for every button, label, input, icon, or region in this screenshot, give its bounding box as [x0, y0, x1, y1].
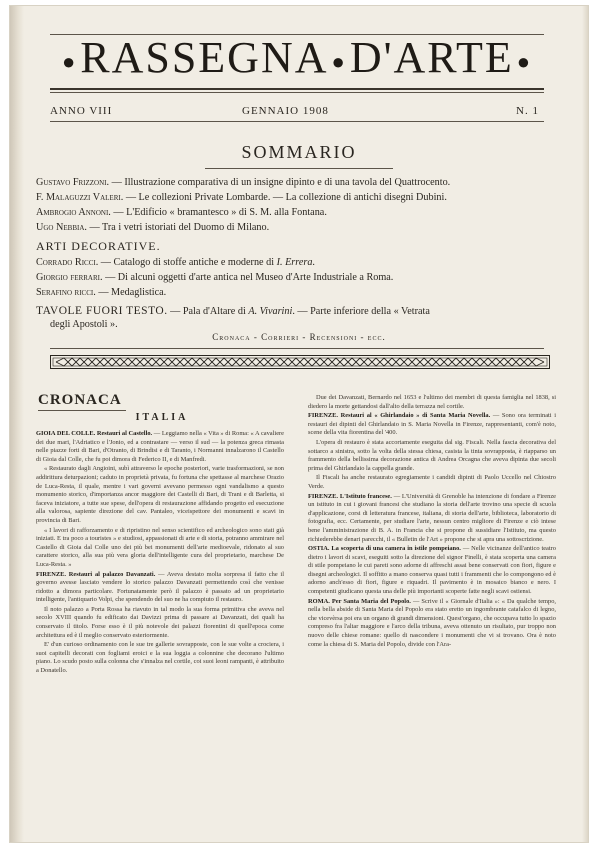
- article-paragraph: [36, 465, 284, 525]
- article-paragraph: [308, 545, 556, 597]
- sommario-author: Giorgio ferrari.: [36, 272, 103, 283]
- issue-date: GENNAIO 1908: [242, 105, 329, 117]
- book-spine-shadow: [10, 6, 24, 842]
- article-text: « I lavori di rafforzamento e di ripristino nel senso scientifico ed archeologico sono stati già iniziati. E tra poco a touristes » e studiosi, appassionati di arte e di storia, potranno ammirare nel Castello di Gioia dal Colle uno dei più bei monumenti dell'arte medioevale, ridonato al suo carattere storico, alla sua più vera gloria dell'intelligente cura del proprietario, marchese De Luca-Resta. »: [36, 526, 284, 568]
- masthead-dot-icon: ●: [331, 48, 347, 74]
- article-lead: GIOIA DEL COLLE. Restauri al Castello.: [36, 430, 153, 437]
- article-text: E' d'un curioso ordinamento con le sue tre gallerie sovrapposte, con le sue volte a crociera, i suoi capitelli decorati con fogliami eroici e la sua loggia a colonnine che decorano l'ultimo piano. Lo scudo posto sulla colonna che s'innalza nel cortile, coi suoi leoni rampanti, è attribuito a Donatello.: [36, 641, 284, 675]
- sommario-em: I. Errera: [276, 257, 313, 268]
- issue-year: ANNO VIII: [50, 105, 113, 117]
- sommario-author: F. Malaguzzi Valeri.: [36, 192, 124, 203]
- article-text: L'opera di restauro è stata accortamente eseguita dal sig. Fiscali. Nella fascia decorativa del sottarco a sinistra, sotto la volta della stessa chiesa, casista la tinta sovrapposta, è riapparso un frammento della bellissima decorazione antica di Andrea Orcagna che aveva dipinta due secoli prima del Ghirlandaio la cappella grande.: [308, 438, 556, 472]
- article-text: — L'Università di Grenoble ha intenzione di fondare a Firenze un istituto in cui i giovani francesi che studiano la storia dell'arte trovino una specie di scuola d'applicazione, corsi di letteratura francese, italiana, di storia dell'arte, biblioteca, laboratorio di fotografia, ecc. Certamente, per studiare l'arte, nessun centro migliore di Firenze e ciò intese bene l'amministrazione di B. A. in Francia che si propone di sussidiare l'Istituto, ma questo richiederebbe denari parecchi, il « Bulletin de l'Art » propone che si apra una sottoscrizione.: [308, 492, 556, 543]
- sommario-underline: [205, 168, 393, 169]
- sommario-text: — Catalogo di stoffe antiche e moderne di: [98, 257, 277, 268]
- article-paragraph: [308, 412, 556, 438]
- issue-rule: [50, 121, 544, 122]
- sommario-text: — L'Edificio « bramantesco » di S. M. alla Fontana.: [110, 207, 327, 218]
- journal-page: [10, 6, 588, 842]
- issue-number: N. 1: [516, 105, 539, 117]
- article-text: — Scrive il « Giornale d'Italia »: « Da qualche tempo, nella bella abside di Santa Maria del Popolo era stato eretto un ingombrante catafalco di legno, che vicevèrsa poi era un organo di grandi dimensioni. Quest'organo, che occupava tutto lo spazio compreso fra l'altar maggiore e l'arco della tribuna, aveva ottenuto un risultato, pur troppo non nuovo delle chiese romane: quello di nascondere i monumenti che vi si trovano. Ora è noto come la chiesa di S. Maria del Popolo, divide con l'Ara-: [308, 597, 556, 648]
- sommario-item: [36, 206, 327, 220]
- arti-decorative-heading: ARTI DECORATIVE.: [36, 239, 161, 253]
- cronaca-right-column: [308, 394, 556, 650]
- italia-heading: ITALIA: [135, 412, 189, 423]
- article-paragraph: [36, 606, 284, 640]
- article-text: — Sono ora terminati i restauri dei dipinti del Ghirlandaio in S. Maria Novella in Firenze, rappresentanti, com'è noto, scene della vita fiorentina del '400.: [308, 412, 557, 437]
- article-text: Due dei Davanzati, Bernardo nel 1653 e l'ultimo dei membri di questa famiglia nel 1838, si diedero la morte gettandosi dall'alto della terrazza nel cortile.: [308, 394, 556, 410]
- page-edge-shadow: [582, 6, 588, 842]
- article-text: — Nelle vicinanze dell'antico teatro dietro i lavori di scavi, eseguiti sotto la direzione del signor Finelli, è stata scoperta una camera di stile pompeiano le cui pareti sono adorne di affreschi assai bene conservati con fiori, figure e disegni archeologici. Il soffitto a mano conserva quasi tutti i frammenti che lo compongono ed è adorno anch'esso di fiori, figure e riquadri. Il pavimento è in mosaico bianco e nero. I competenti giudicano questa una delle più importanti scoperte fatte negli scavi ostiensi.: [308, 545, 556, 596]
- masthead-dot-icon: ●: [61, 48, 78, 74]
- article-paragraph: [36, 571, 284, 605]
- masthead-word-2: D'ARTE: [349, 33, 514, 82]
- issue-line: [50, 105, 550, 121]
- sommario-author: Corrado Ricci.: [36, 257, 99, 268]
- tavole-tail-1: . — Parte inferiore della « Vetrata: [292, 306, 430, 317]
- sommario-author: Gustavo Frizzoni.: [36, 177, 110, 188]
- masthead-title: [50, 32, 544, 88]
- sommario-bottom-rule: [50, 348, 544, 349]
- sommario-text: — Tra i vetri istoriati del Duomo di Milano.: [86, 222, 270, 233]
- article-text: Il Fiscali ha anche restaurato egregiamente i candidi dipinti di Paolo Uccello nel Chiostro Verde.: [308, 474, 556, 490]
- masthead-word-1: RASSEGNA: [80, 33, 329, 82]
- tavole-em: A. Vivarini: [248, 306, 293, 317]
- sommario-text: — Illustrazione comparativa di un insigne dipinto e di una tavola del Quattrocento.: [109, 177, 451, 188]
- article-paragraph: [308, 439, 556, 473]
- article-lead: FIRENZE. Restauri al palazzo Davanzati.: [36, 570, 156, 578]
- article-text: Il noto palazzo a Porta Rossa ha riavuto in tal modo la sua forma primitiva che aveva nel secolo XVIII quando fu edificato dai Davizzi prima di passare ai Davanzati, dei quali ha conservato il titolo. Forse esso è il più notevole dei palazzi fiorentini di quell'epoca come architettura ed è il meglio conservato esteriormente.: [36, 605, 284, 639]
- masthead-dot-icon: ●: [516, 48, 533, 74]
- masthead-bottom-rule: [50, 88, 544, 90]
- sommario-tail: .: [312, 257, 315, 268]
- sommario-item: [36, 256, 315, 270]
- sommario-text: — Le collezioni Private Lombarde. — La collezione di antichi disegni Dubini.: [123, 192, 447, 203]
- sommario-author: Ugo Nebbia.: [36, 222, 87, 233]
- tavole-line-2: degli Apostoli ».: [50, 319, 118, 330]
- article-paragraph: [36, 641, 284, 675]
- article-paragraph: [308, 598, 556, 650]
- article-text: — Leggiamo nella « Vita » di Roma: « A cavaliere dei due mari, l'Adriatico e l'Jonio, ed a contrastare — verso il sud — la potenza greca rimasta nelle piazze forti di Bari, d'Otranto, di Brindisi e di Taranto, i Normanni innalzarono il Castello di Gioia dal Colle, che fu poi dimora di Federico II, e di Manfredi.: [36, 430, 284, 463]
- tavole-text: — Pala d'Altare di: [167, 306, 249, 317]
- article-paragraph: [308, 394, 556, 411]
- tavole-heading: TAVOLE FUORI TESTO.: [36, 305, 168, 317]
- article-text: — Aveva destato molta sorpresa il fatto che il governo avesse lasciato vendere lo storico palazzo Davanzati permettendo così che venisse ridotto a dimora particolare. Fortunatamente però il palazzo è passato ad un proprietario intelligente, l'antiquario Volpi, che spendendo del suo ne ha compiuto il restauro.: [36, 570, 284, 604]
- cronaca-title: CRONACA: [38, 392, 122, 408]
- sommario-text: — Medaglistica.: [95, 287, 167, 298]
- sommario-item: [36, 176, 450, 190]
- sommario-item: [36, 286, 166, 300]
- masthead-bottom-rule-thin: [50, 92, 544, 93]
- sommario-text: — Di alcuni oggetti d'arte antica nel Museo d'Arte Industriale a Roma.: [102, 272, 394, 283]
- article-paragraph: [308, 493, 556, 545]
- sommario-title: SOMMARIO: [241, 142, 357, 162]
- article-text: « Restaurato dagli Angioini, subì attraverso le epoche posteriori, varie trasformazioni, se non addirittura deturpazioni; caduto in proprietà privata, fu fortuna che spettasse al marchese Orazio de Luca-Resta, il quale, mentre i vari governi avevano permesso ogni vandalismo a questo monumento storico, d'importanza ancor maggiore dei Castelli di Bari, di Trani e di Barletta, si faceva iniziatore, a tutte sue spese, dell'opera di restaurazione affidando progetto ed esecuzione alla valorosa, sapiente direzione del cav. Pantaleo, viceispettore dei monumenti e scavi in provincia di Bari.: [36, 465, 284, 524]
- sommario-author: Serafino ricci.: [36, 287, 96, 298]
- article-lead: FIRENZE. Restauri al « Ghirlandaio » di Santa Maria Novella.: [308, 412, 491, 420]
- cronaca-left-column: [36, 430, 284, 677]
- article-paragraph: [308, 474, 556, 491]
- article-paragraph: [36, 430, 284, 464]
- sommario-author: Ambrogio Annoni.: [36, 207, 111, 218]
- article-paragraph: [36, 527, 284, 570]
- sommario-item: [36, 191, 447, 205]
- sommario-item: [36, 221, 269, 235]
- cronaca-underline: [38, 410, 126, 411]
- article-lead: FIRENZE. L'Istituto francese.: [308, 492, 392, 500]
- ornamental-band: [50, 355, 550, 369]
- article-lead: ROMA. Per Santa Maria del Popolo.: [308, 597, 411, 605]
- tavole-fuori-testo: [36, 304, 556, 319]
- sub-sections-line: [10, 332, 588, 342]
- sub-sections-text: Cronaca - Corrieri - Recensioni - ecc.: [212, 332, 386, 342]
- article-lead: OSTIA. La scoperta di una camera in istile pompeiano.: [308, 545, 461, 553]
- sommario-item: [36, 271, 393, 285]
